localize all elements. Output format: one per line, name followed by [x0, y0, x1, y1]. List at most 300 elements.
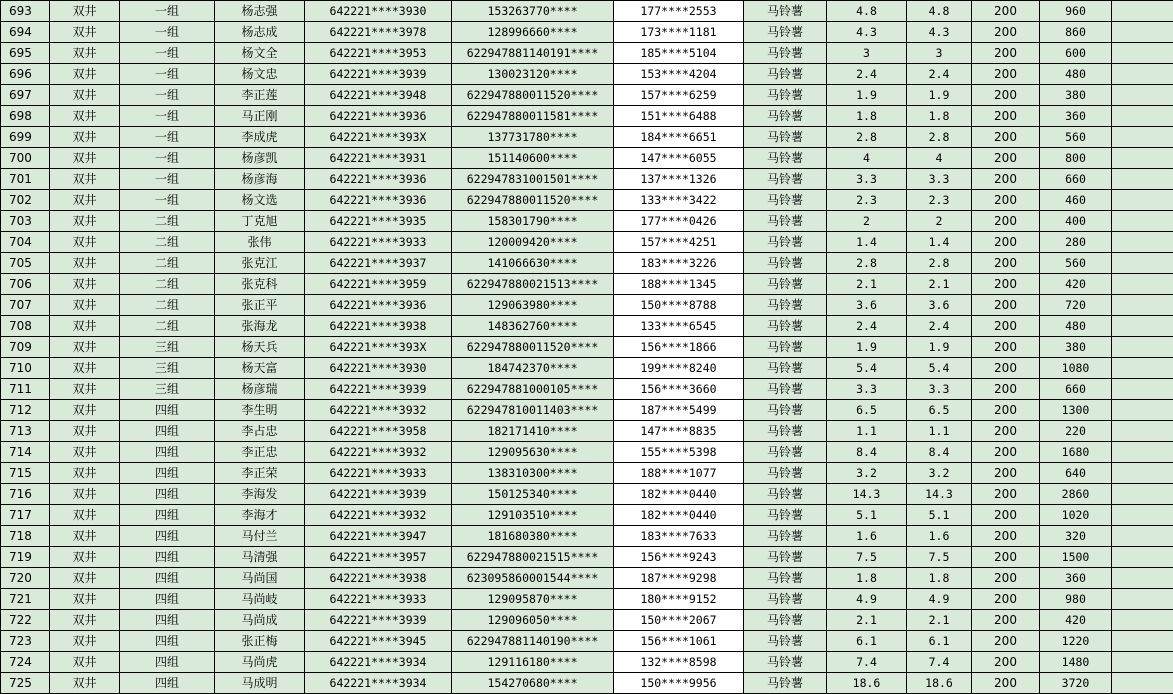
cell-subsidy-area[interactable]: 2.4	[907, 316, 972, 337]
cell-unit-price[interactable]: 200	[972, 568, 1040, 589]
cell-subsidy-area[interactable]: 4	[907, 148, 972, 169]
cell-amount[interactable]: 980	[1040, 589, 1112, 610]
cell-name[interactable]: 李生明	[215, 400, 305, 421]
cell-crop[interactable]: 马铃薯	[744, 1, 827, 22]
cell-unit-price[interactable]: 200	[972, 337, 1040, 358]
cell-phone-number[interactable]: 133****6545	[614, 316, 744, 337]
cell-subsidy-area[interactable]: 2.8	[907, 127, 972, 148]
cell-empty[interactable]	[1112, 316, 1173, 337]
cell-unit-price[interactable]: 200	[972, 85, 1040, 106]
cell-id-number[interactable]: 642221****3934	[305, 652, 452, 673]
cell-bank-account[interactable]: 622947880011581****	[452, 106, 614, 127]
cell-row-index[interactable]: 703	[1, 211, 50, 232]
cell-group[interactable]: 一组	[120, 64, 215, 85]
cell-row-index[interactable]: 695	[1, 43, 50, 64]
cell-unit-price[interactable]: 200	[972, 1, 1040, 22]
cell-subsidy-area[interactable]: 5.1	[907, 505, 972, 526]
cell-row-index[interactable]: 717	[1, 505, 50, 526]
cell-row-index[interactable]: 714	[1, 442, 50, 463]
cell-phone-number[interactable]: 147****8835	[614, 421, 744, 442]
cell-group[interactable]: 四组	[120, 673, 215, 694]
cell-village[interactable]: 双井	[50, 589, 120, 610]
cell-id-number[interactable]: 642221****3932	[305, 505, 452, 526]
cell-crop[interactable]: 马铃薯	[744, 127, 827, 148]
cell-bank-account[interactable]: 622947880011520****	[452, 337, 614, 358]
cell-name[interactable]: 马付兰	[215, 526, 305, 547]
cell-phone-number[interactable]: 153****4204	[614, 64, 744, 85]
cell-area[interactable]: 3.3	[827, 379, 907, 400]
cell-phone-number[interactable]: 156****1866	[614, 337, 744, 358]
cell-amount[interactable]: 420	[1040, 274, 1112, 295]
cell-empty[interactable]	[1112, 547, 1173, 568]
cell-empty[interactable]	[1112, 421, 1173, 442]
cell-subsidy-area[interactable]: 7.4	[907, 652, 972, 673]
cell-area[interactable]: 6.5	[827, 400, 907, 421]
cell-village[interactable]: 双井	[50, 232, 120, 253]
cell-area[interactable]: 1.9	[827, 337, 907, 358]
cell-id-number[interactable]: 642221****3939	[305, 484, 452, 505]
cell-amount[interactable]: 660	[1040, 379, 1112, 400]
cell-amount[interactable]: 1080	[1040, 358, 1112, 379]
cell-area[interactable]: 2.3	[827, 190, 907, 211]
cell-name[interactable]: 李占忠	[215, 421, 305, 442]
cell-group[interactable]: 三组	[120, 358, 215, 379]
cell-subsidy-area[interactable]: 1.9	[907, 85, 972, 106]
cell-unit-price[interactable]: 200	[972, 526, 1040, 547]
cell-id-number[interactable]: 642221****3930	[305, 1, 452, 22]
cell-phone-number[interactable]: 187****5499	[614, 400, 744, 421]
cell-empty[interactable]	[1112, 22, 1173, 43]
cell-village[interactable]: 双井	[50, 652, 120, 673]
cell-row-index[interactable]: 698	[1, 106, 50, 127]
cell-group[interactable]: 一组	[120, 190, 215, 211]
cell-bank-account[interactable]: 622947880021513****	[452, 274, 614, 295]
cell-row-index[interactable]: 725	[1, 673, 50, 694]
cell-phone-number[interactable]: 137****1326	[614, 169, 744, 190]
cell-bank-account[interactable]: 130023120****	[452, 64, 614, 85]
cell-bank-account[interactable]: 151140600****	[452, 148, 614, 169]
cell-name[interactable]: 李海才	[215, 505, 305, 526]
cell-name[interactable]: 杨文全	[215, 43, 305, 64]
cell-group[interactable]: 四组	[120, 568, 215, 589]
cell-name[interactable]: 李海发	[215, 484, 305, 505]
cell-village[interactable]: 双井	[50, 85, 120, 106]
cell-unit-price[interactable]: 200	[972, 631, 1040, 652]
cell-village[interactable]: 双井	[50, 505, 120, 526]
cell-phone-number[interactable]: 188****1077	[614, 463, 744, 484]
cell-row-index[interactable]: 702	[1, 190, 50, 211]
cell-group[interactable]: 四组	[120, 610, 215, 631]
cell-village[interactable]: 双井	[50, 22, 120, 43]
cell-phone-number[interactable]: 182****0440	[614, 505, 744, 526]
cell-empty[interactable]	[1112, 148, 1173, 169]
cell-area[interactable]: 1.9	[827, 85, 907, 106]
cell-empty[interactable]	[1112, 85, 1173, 106]
cell-village[interactable]: 双井	[50, 127, 120, 148]
cell-row-index[interactable]: 719	[1, 547, 50, 568]
cell-group[interactable]: 四组	[120, 463, 215, 484]
cell-amount[interactable]: 400	[1040, 211, 1112, 232]
cell-village[interactable]: 双井	[50, 568, 120, 589]
cell-village[interactable]: 双井	[50, 106, 120, 127]
cell-id-number[interactable]: 642221****3936	[305, 295, 452, 316]
cell-area[interactable]: 7.4	[827, 652, 907, 673]
cell-empty[interactable]	[1112, 253, 1173, 274]
cell-crop[interactable]: 马铃薯	[744, 442, 827, 463]
cell-village[interactable]: 双井	[50, 442, 120, 463]
cell-subsidy-area[interactable]: 6.5	[907, 400, 972, 421]
cell-bank-account[interactable]: 622947810011403****	[452, 400, 614, 421]
cell-group[interactable]: 四组	[120, 589, 215, 610]
cell-phone-number[interactable]: 199****8240	[614, 358, 744, 379]
cell-subsidy-area[interactable]: 18.6	[907, 673, 972, 694]
cell-crop[interactable]: 马铃薯	[744, 190, 827, 211]
cell-crop[interactable]: 马铃薯	[744, 463, 827, 484]
cell-crop[interactable]: 马铃薯	[744, 652, 827, 673]
cell-amount[interactable]: 600	[1040, 43, 1112, 64]
cell-amount[interactable]: 460	[1040, 190, 1112, 211]
cell-row-index[interactable]: 718	[1, 526, 50, 547]
cell-crop[interactable]: 马铃薯	[744, 295, 827, 316]
cell-id-number[interactable]: 642221****3938	[305, 316, 452, 337]
cell-subsidy-area[interactable]: 4.9	[907, 589, 972, 610]
cell-amount[interactable]: 360	[1040, 106, 1112, 127]
cell-subsidy-area[interactable]: 2.3	[907, 190, 972, 211]
cell-name[interactable]: 李正忠	[215, 442, 305, 463]
cell-bank-account[interactable]: 184742370****	[452, 358, 614, 379]
cell-bank-account[interactable]: 150125340****	[452, 484, 614, 505]
cell-village[interactable]: 双井	[50, 358, 120, 379]
cell-subsidy-area[interactable]: 3	[907, 43, 972, 64]
cell-empty[interactable]	[1112, 358, 1173, 379]
cell-amount[interactable]: 2860	[1040, 484, 1112, 505]
cell-bank-account[interactable]: 182171410****	[452, 421, 614, 442]
cell-village[interactable]: 双井	[50, 148, 120, 169]
cell-bank-account[interactable]: 622947880011520****	[452, 85, 614, 106]
cell-id-number[interactable]: 642221****3978	[305, 22, 452, 43]
cell-row-index[interactable]: 704	[1, 232, 50, 253]
cell-phone-number[interactable]: 182****0440	[614, 484, 744, 505]
cell-phone-number[interactable]: 188****1345	[614, 274, 744, 295]
cell-group[interactable]: 二组	[120, 232, 215, 253]
cell-unit-price[interactable]: 200	[972, 106, 1040, 127]
cell-crop[interactable]: 马铃薯	[744, 106, 827, 127]
cell-empty[interactable]	[1112, 442, 1173, 463]
cell-crop[interactable]: 马铃薯	[744, 253, 827, 274]
cell-area[interactable]: 1.1	[827, 421, 907, 442]
cell-crop[interactable]: 马铃薯	[744, 400, 827, 421]
cell-id-number[interactable]: 642221****3947	[305, 526, 452, 547]
cell-empty[interactable]	[1112, 190, 1173, 211]
cell-unit-price[interactable]: 200	[972, 547, 1040, 568]
cell-group[interactable]: 四组	[120, 505, 215, 526]
cell-empty[interactable]	[1112, 484, 1173, 505]
cell-empty[interactable]	[1112, 1, 1173, 22]
cell-village[interactable]: 双井	[50, 1, 120, 22]
cell-phone-number[interactable]: 183****3226	[614, 253, 744, 274]
cell-group[interactable]: 四组	[120, 631, 215, 652]
cell-amount[interactable]: 560	[1040, 127, 1112, 148]
cell-phone-number[interactable]: 150****8788	[614, 295, 744, 316]
cell-phone-number[interactable]: 183****7633	[614, 526, 744, 547]
cell-id-number[interactable]: 642221****3932	[305, 400, 452, 421]
cell-bank-account[interactable]: 129095630****	[452, 442, 614, 463]
cell-unit-price[interactable]: 200	[972, 22, 1040, 43]
cell-subsidy-area[interactable]: 7.5	[907, 547, 972, 568]
cell-amount[interactable]: 480	[1040, 316, 1112, 337]
cell-bank-account[interactable]: 148362760****	[452, 316, 614, 337]
cell-empty[interactable]	[1112, 106, 1173, 127]
cell-area[interactable]: 2	[827, 211, 907, 232]
cell-group[interactable]: 二组	[120, 316, 215, 337]
cell-amount[interactable]: 320	[1040, 526, 1112, 547]
cell-area[interactable]: 2.8	[827, 253, 907, 274]
cell-group[interactable]: 一组	[120, 1, 215, 22]
cell-row-index[interactable]: 708	[1, 316, 50, 337]
cell-area[interactable]: 1.4	[827, 232, 907, 253]
cell-amount[interactable]: 420	[1040, 610, 1112, 631]
cell-row-index[interactable]: 699	[1, 127, 50, 148]
cell-village[interactable]: 双井	[50, 421, 120, 442]
cell-empty[interactable]	[1112, 526, 1173, 547]
cell-id-number[interactable]: 642221****3959	[305, 274, 452, 295]
cell-subsidy-area[interactable]: 3.3	[907, 379, 972, 400]
cell-id-number[interactable]: 642221****3938	[305, 568, 452, 589]
cell-crop[interactable]: 马铃薯	[744, 22, 827, 43]
cell-area[interactable]: 2.4	[827, 316, 907, 337]
cell-name[interactable]: 马成明	[215, 673, 305, 694]
cell-unit-price[interactable]: 200	[972, 64, 1040, 85]
cell-village[interactable]: 双井	[50, 379, 120, 400]
cell-crop[interactable]: 马铃薯	[744, 358, 827, 379]
cell-unit-price[interactable]: 200	[972, 190, 1040, 211]
cell-bank-account[interactable]: 622947880021515****	[452, 547, 614, 568]
cell-village[interactable]: 双井	[50, 190, 120, 211]
cell-crop[interactable]: 马铃薯	[744, 631, 827, 652]
cell-crop[interactable]: 马铃薯	[744, 316, 827, 337]
cell-bank-account[interactable]: 622947831001501****	[452, 169, 614, 190]
cell-group[interactable]: 一组	[120, 22, 215, 43]
cell-area[interactable]: 7.5	[827, 547, 907, 568]
cell-id-number[interactable]: 642221****3958	[305, 421, 452, 442]
cell-phone-number[interactable]: 156****3660	[614, 379, 744, 400]
cell-phone-number[interactable]: 155****5398	[614, 442, 744, 463]
cell-subsidy-area[interactable]: 2.1	[907, 274, 972, 295]
cell-crop[interactable]: 马铃薯	[744, 673, 827, 694]
cell-amount[interactable]: 3720	[1040, 673, 1112, 694]
cell-empty[interactable]	[1112, 463, 1173, 484]
cell-subsidy-area[interactable]: 1.8	[907, 568, 972, 589]
cell-village[interactable]: 双井	[50, 211, 120, 232]
cell-group[interactable]: 四组	[120, 421, 215, 442]
cell-group[interactable]: 二组	[120, 274, 215, 295]
cell-bank-account[interactable]: 129116180****	[452, 652, 614, 673]
cell-area[interactable]: 3.3	[827, 169, 907, 190]
cell-empty[interactable]	[1112, 673, 1173, 694]
cell-unit-price[interactable]: 200	[972, 211, 1040, 232]
cell-village[interactable]: 双井	[50, 547, 120, 568]
cell-name[interactable]: 杨天富	[215, 358, 305, 379]
cell-phone-number[interactable]: 156****1061	[614, 631, 744, 652]
cell-name[interactable]: 杨文忠	[215, 64, 305, 85]
cell-amount[interactable]: 1480	[1040, 652, 1112, 673]
cell-amount[interactable]: 800	[1040, 148, 1112, 169]
cell-name[interactable]: 马清强	[215, 547, 305, 568]
cell-village[interactable]: 双井	[50, 610, 120, 631]
cell-phone-number[interactable]: 157****6259	[614, 85, 744, 106]
cell-unit-price[interactable]: 200	[972, 505, 1040, 526]
cell-area[interactable]: 2.4	[827, 64, 907, 85]
cell-name[interactable]: 李正莲	[215, 85, 305, 106]
cell-row-index[interactable]: 694	[1, 22, 50, 43]
cell-name[interactable]: 杨彦海	[215, 169, 305, 190]
cell-group[interactable]: 一组	[120, 148, 215, 169]
cell-group[interactable]: 四组	[120, 547, 215, 568]
cell-area[interactable]: 3.2	[827, 463, 907, 484]
cell-row-index[interactable]: 720	[1, 568, 50, 589]
cell-amount[interactable]: 1680	[1040, 442, 1112, 463]
cell-group[interactable]: 四组	[120, 442, 215, 463]
cell-id-number[interactable]: 642221****3934	[305, 673, 452, 694]
cell-bank-account[interactable]: 154270680****	[452, 673, 614, 694]
cell-phone-number[interactable]: 150****2067	[614, 610, 744, 631]
cell-bank-account[interactable]: 129103510****	[452, 505, 614, 526]
cell-group[interactable]: 一组	[120, 127, 215, 148]
cell-unit-price[interactable]: 200	[972, 316, 1040, 337]
cell-empty[interactable]	[1112, 631, 1173, 652]
cell-empty[interactable]	[1112, 505, 1173, 526]
cell-id-number[interactable]: 642221****3935	[305, 211, 452, 232]
cell-group[interactable]: 一组	[120, 106, 215, 127]
cell-name[interactable]: 杨彦凯	[215, 148, 305, 169]
cell-group[interactable]: 二组	[120, 253, 215, 274]
cell-bank-account[interactable]: 129095870****	[452, 589, 614, 610]
cell-group[interactable]: 四组	[120, 652, 215, 673]
cell-bank-account[interactable]: 120009420****	[452, 232, 614, 253]
cell-unit-price[interactable]: 200	[972, 358, 1040, 379]
cell-empty[interactable]	[1112, 64, 1173, 85]
cell-subsidy-area[interactable]: 14.3	[907, 484, 972, 505]
cell-id-number[interactable]: 642221****3948	[305, 85, 452, 106]
cell-unit-price[interactable]: 200	[972, 148, 1040, 169]
cell-row-index[interactable]: 707	[1, 295, 50, 316]
cell-village[interactable]: 双井	[50, 484, 120, 505]
cell-row-index[interactable]: 705	[1, 253, 50, 274]
cell-amount[interactable]: 1500	[1040, 547, 1112, 568]
cell-id-number[interactable]: 642221****3933	[305, 232, 452, 253]
cell-village[interactable]: 双井	[50, 295, 120, 316]
cell-bank-account[interactable]: 153263770****	[452, 1, 614, 22]
cell-empty[interactable]	[1112, 652, 1173, 673]
cell-phone-number[interactable]: 187****9298	[614, 568, 744, 589]
cell-subsidy-area[interactable]: 1.6	[907, 526, 972, 547]
cell-row-index[interactable]: 709	[1, 337, 50, 358]
cell-unit-price[interactable]: 200	[972, 610, 1040, 631]
cell-name[interactable]: 杨志成	[215, 22, 305, 43]
cell-unit-price[interactable]: 200	[972, 421, 1040, 442]
cell-amount[interactable]: 1220	[1040, 631, 1112, 652]
cell-area[interactable]: 4.8	[827, 1, 907, 22]
cell-subsidy-area[interactable]: 2.4	[907, 64, 972, 85]
cell-phone-number[interactable]: 173****1181	[614, 22, 744, 43]
cell-name[interactable]: 李正荣	[215, 463, 305, 484]
cell-crop[interactable]: 马铃薯	[744, 610, 827, 631]
cell-empty[interactable]	[1112, 379, 1173, 400]
cell-bank-account[interactable]: 128996660****	[452, 22, 614, 43]
cell-amount[interactable]: 1020	[1040, 505, 1112, 526]
cell-amount[interactable]: 480	[1040, 64, 1112, 85]
cell-id-number[interactable]: 642221****3931	[305, 148, 452, 169]
cell-subsidy-area[interactable]: 3.6	[907, 295, 972, 316]
cell-area[interactable]: 18.6	[827, 673, 907, 694]
cell-phone-number[interactable]: 147****6055	[614, 148, 744, 169]
cell-id-number[interactable]: 642221****3933	[305, 589, 452, 610]
cell-village[interactable]: 双井	[50, 169, 120, 190]
cell-empty[interactable]	[1112, 400, 1173, 421]
cell-area[interactable]: 3.6	[827, 295, 907, 316]
cell-subsidy-area[interactable]: 2.1	[907, 610, 972, 631]
cell-subsidy-area[interactable]: 2	[907, 211, 972, 232]
cell-village[interactable]: 双井	[50, 400, 120, 421]
cell-id-number[interactable]: 642221****3936	[305, 169, 452, 190]
cell-crop[interactable]: 马铃薯	[744, 568, 827, 589]
cell-name[interactable]: 丁克旭	[215, 211, 305, 232]
cell-unit-price[interactable]: 200	[972, 400, 1040, 421]
cell-phone-number[interactable]: 177****0426	[614, 211, 744, 232]
cell-id-number[interactable]: 642221****3932	[305, 442, 452, 463]
cell-area[interactable]: 1.8	[827, 106, 907, 127]
cell-name[interactable]: 马正刚	[215, 106, 305, 127]
cell-row-index[interactable]: 706	[1, 274, 50, 295]
cell-unit-price[interactable]: 200	[972, 43, 1040, 64]
cell-name[interactable]: 杨文选	[215, 190, 305, 211]
cell-crop[interactable]: 马铃薯	[744, 337, 827, 358]
cell-id-number[interactable]: 642221****3939	[305, 64, 452, 85]
cell-crop[interactable]: 马铃薯	[744, 64, 827, 85]
cell-village[interactable]: 双井	[50, 316, 120, 337]
cell-name[interactable]: 马尚虎	[215, 652, 305, 673]
cell-empty[interactable]	[1112, 127, 1173, 148]
cell-row-index[interactable]: 710	[1, 358, 50, 379]
cell-village[interactable]: 双井	[50, 337, 120, 358]
cell-row-index[interactable]: 693	[1, 1, 50, 22]
cell-amount[interactable]: 720	[1040, 295, 1112, 316]
cell-area[interactable]: 1.8	[827, 568, 907, 589]
cell-village[interactable]: 双井	[50, 253, 120, 274]
cell-id-number[interactable]: 642221****3936	[305, 190, 452, 211]
cell-unit-price[interactable]: 200	[972, 652, 1040, 673]
cell-empty[interactable]	[1112, 610, 1173, 631]
cell-unit-price[interactable]: 200	[972, 484, 1040, 505]
cell-subsidy-area[interactable]: 8.4	[907, 442, 972, 463]
cell-name[interactable]: 马尚岐	[215, 589, 305, 610]
cell-id-number[interactable]: 642221****3939	[305, 379, 452, 400]
cell-name[interactable]: 杨天兵	[215, 337, 305, 358]
cell-area[interactable]: 2.1	[827, 274, 907, 295]
cell-phone-number[interactable]: 177****2553	[614, 1, 744, 22]
cell-group[interactable]: 四组	[120, 400, 215, 421]
cell-phone-number[interactable]: 132****8598	[614, 652, 744, 673]
cell-id-number[interactable]: 642221****3937	[305, 253, 452, 274]
cell-area[interactable]: 6.1	[827, 631, 907, 652]
cell-name[interactable]: 张克科	[215, 274, 305, 295]
cell-crop[interactable]: 马铃薯	[744, 148, 827, 169]
cell-unit-price[interactable]: 200	[972, 169, 1040, 190]
cell-village[interactable]: 双井	[50, 631, 120, 652]
cell-bank-account[interactable]: 129096050****	[452, 610, 614, 631]
cell-village[interactable]: 双井	[50, 43, 120, 64]
cell-name[interactable]: 马尚成	[215, 610, 305, 631]
